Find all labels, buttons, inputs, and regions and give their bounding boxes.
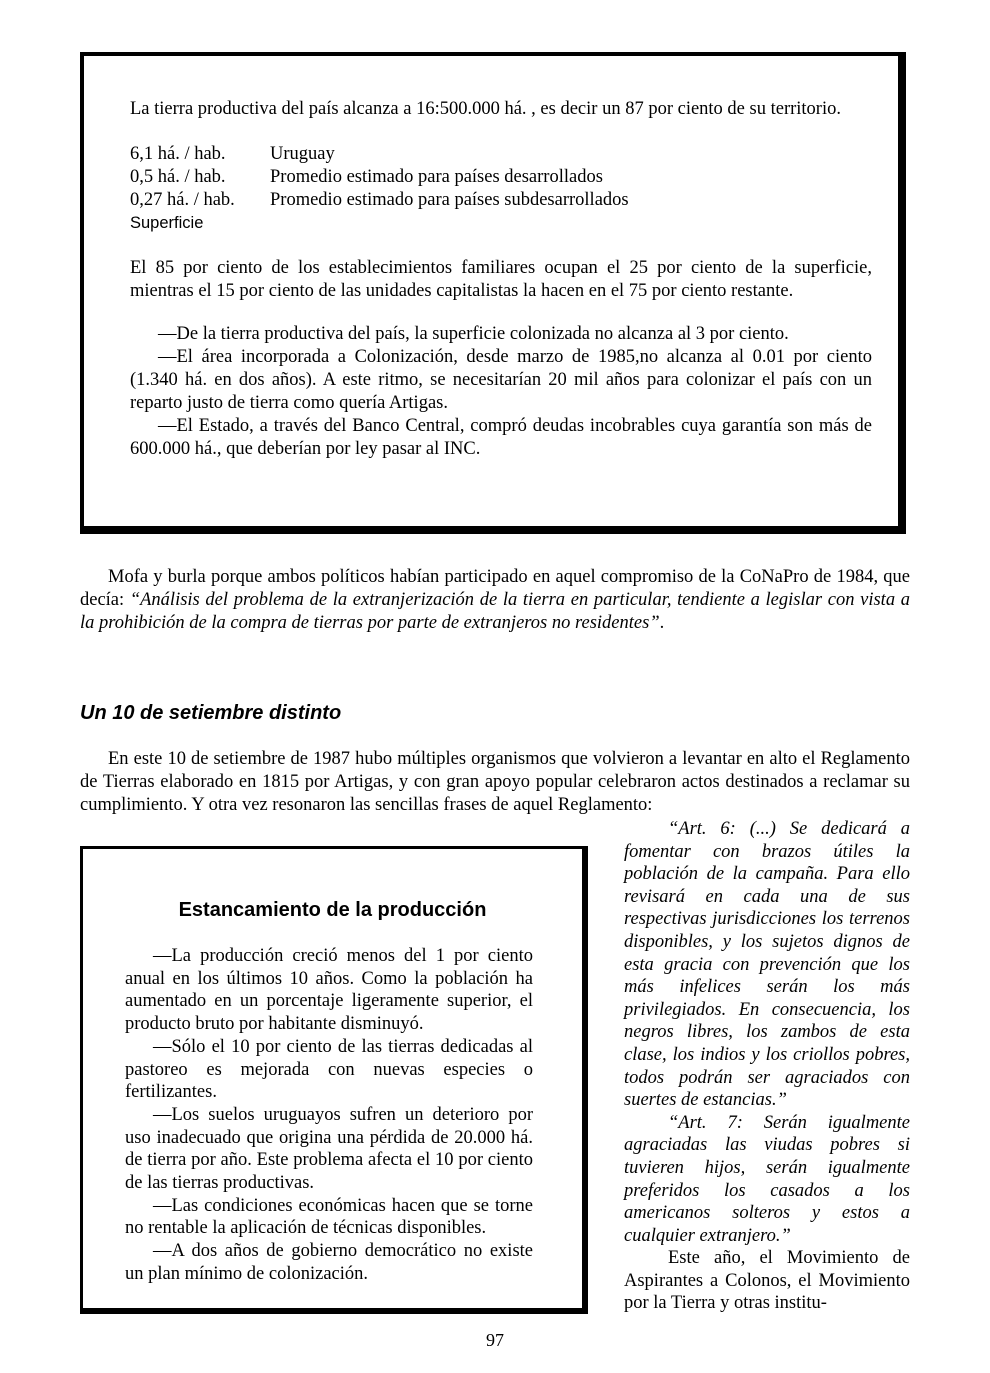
production-item: —Los suelos uruguayos sufren un deterioro por uso inadecuado que origina una pérdida de 20.000 há. de tierra por año. Este problema afecta el 10 por ciento de las tierras productivas.	[125, 1104, 533, 1194]
september-paragraph: En este 10 de setiembre de 1987 hubo múltiples organismos que volvieron a levantar en alto el Reglamento de Tierras elaborado en 1815 por Artigas, y con gran apoyo popular celebraron actos destinados a reclamar su cumplimiento. Y otra vez resonaron las sencillas frases de aquel Reglamento:	[80, 749, 910, 815]
facts-box	[80, 52, 906, 534]
article-7-quote: “Art. 7: Serán igualmente agraciadas las viudas pobres si tuvieren hijos, serán igualmente preferidos los casados a los americanos solteros y estos a cualquier extranjero.”	[624, 1112, 910, 1246]
surface-subheading: Superficie	[130, 214, 204, 232]
production-box	[80, 846, 588, 1314]
section-heading: Un 10 de setiembre distinto	[80, 702, 342, 724]
production-item: —La producción creció menos del 1 por ciento anual en los últimos 10 años. Como la población ha aumentado en un porcentaje ligeramente superior, el producto bruto por habitante disminuyó.	[125, 946, 533, 1035]
fact-central-bank: —El Estado, a través del Banco Central, compró deudas incobrables cuya garantía son más de 600.000 há., que deberían por ley pasar al INC.	[130, 416, 872, 459]
production-box-title: Estancamiento de la producción	[178, 899, 487, 921]
surface-paragraph: El 85 por ciento de los establecimientos familiares ocupan el 25 por ciento de la superficie, mientras el 15 por ciento de las unidades capitalistas la hacen en el 75 por ciento restante.	[130, 258, 872, 301]
conapro-quote: “Análisis del problema de la extranjerización de la tierra en particular, tendiente a legislar con vista a la prohibición de la compra de tierras por parte de extranjeros no residentes”	[80, 590, 910, 633]
production-item: —Las condiciones económicas hacen que se torne no rentable la aplicación de técnicas disponibles.	[125, 1195, 533, 1239]
conapro-paragraph	[80, 566, 910, 635]
stat-label: Promedio estimado para países desarrollados	[270, 167, 603, 187]
stat-label: Uruguay	[270, 144, 335, 164]
production-item: —A dos años de gobierno democrático no existe un plan mínimo de colonización.	[125, 1241, 533, 1284]
stat-label: Promedio estimado para países subdesarrollados	[270, 190, 629, 210]
article-6-quote: “Art. 6: (...) Se dedicará a fomentar con brazos útiles la población de la campaña. Para ello revisará en cada una de sus respectivas jurisdicciones los terrenos disponibles, y los sujetos dignos de esta gracia con prevención que los más infelices serán los más privilegiados. En consecuencia, los negros libres, los zambos de esta clase, los indios y los criollos pobres, todos podrán ser agraciados con suertes de estancias.”	[624, 819, 910, 1111]
page-number: 97	[486, 1330, 504, 1350]
land-stats	[130, 143, 872, 212]
land-intro: La tierra productiva del país alcanza a 16:500.000 há. , es decir un 87 por ciento de su territorio.	[130, 99, 841, 119]
stat-value: 0,27 há. / hab.	[130, 190, 235, 210]
reglamento-column	[624, 818, 910, 1315]
fact-colonized: —De la tierra productiva del país, la superficie colonizada no alcanza al 3 por ciento.	[158, 324, 789, 344]
production-item: —Sólo el 10 por ciento de las tierras dedicadas al pastoreo es mejorada con nuevas especies o fertilizantes.	[125, 1036, 533, 1103]
stat-value: 0,5 há. / hab.	[130, 167, 226, 187]
stat-value: 6,1 há. / hab.	[130, 144, 226, 164]
fact-colonization-area: —El área incorporada a Colonización, desde marzo de 1985,no alcanza al 0.01 por ciento (1.340 há. en dos años). A este ritmo, se necesitarían 20 mil años para colonizar el país con un reparto justo de tierra como quería Artigas.	[130, 347, 872, 413]
conapro-lead: Mofa y burla porque ambos políticos habían participado en aquel compromiso de la CoNaPro de 1984, que decía:	[80, 567, 910, 610]
movement-paragraph: Este año, el Movimiento de Aspirantes a Colonos, el Movimiento por la Tierra y otras institu-	[624, 1248, 910, 1314]
conapro-end: .	[659, 613, 665, 633]
